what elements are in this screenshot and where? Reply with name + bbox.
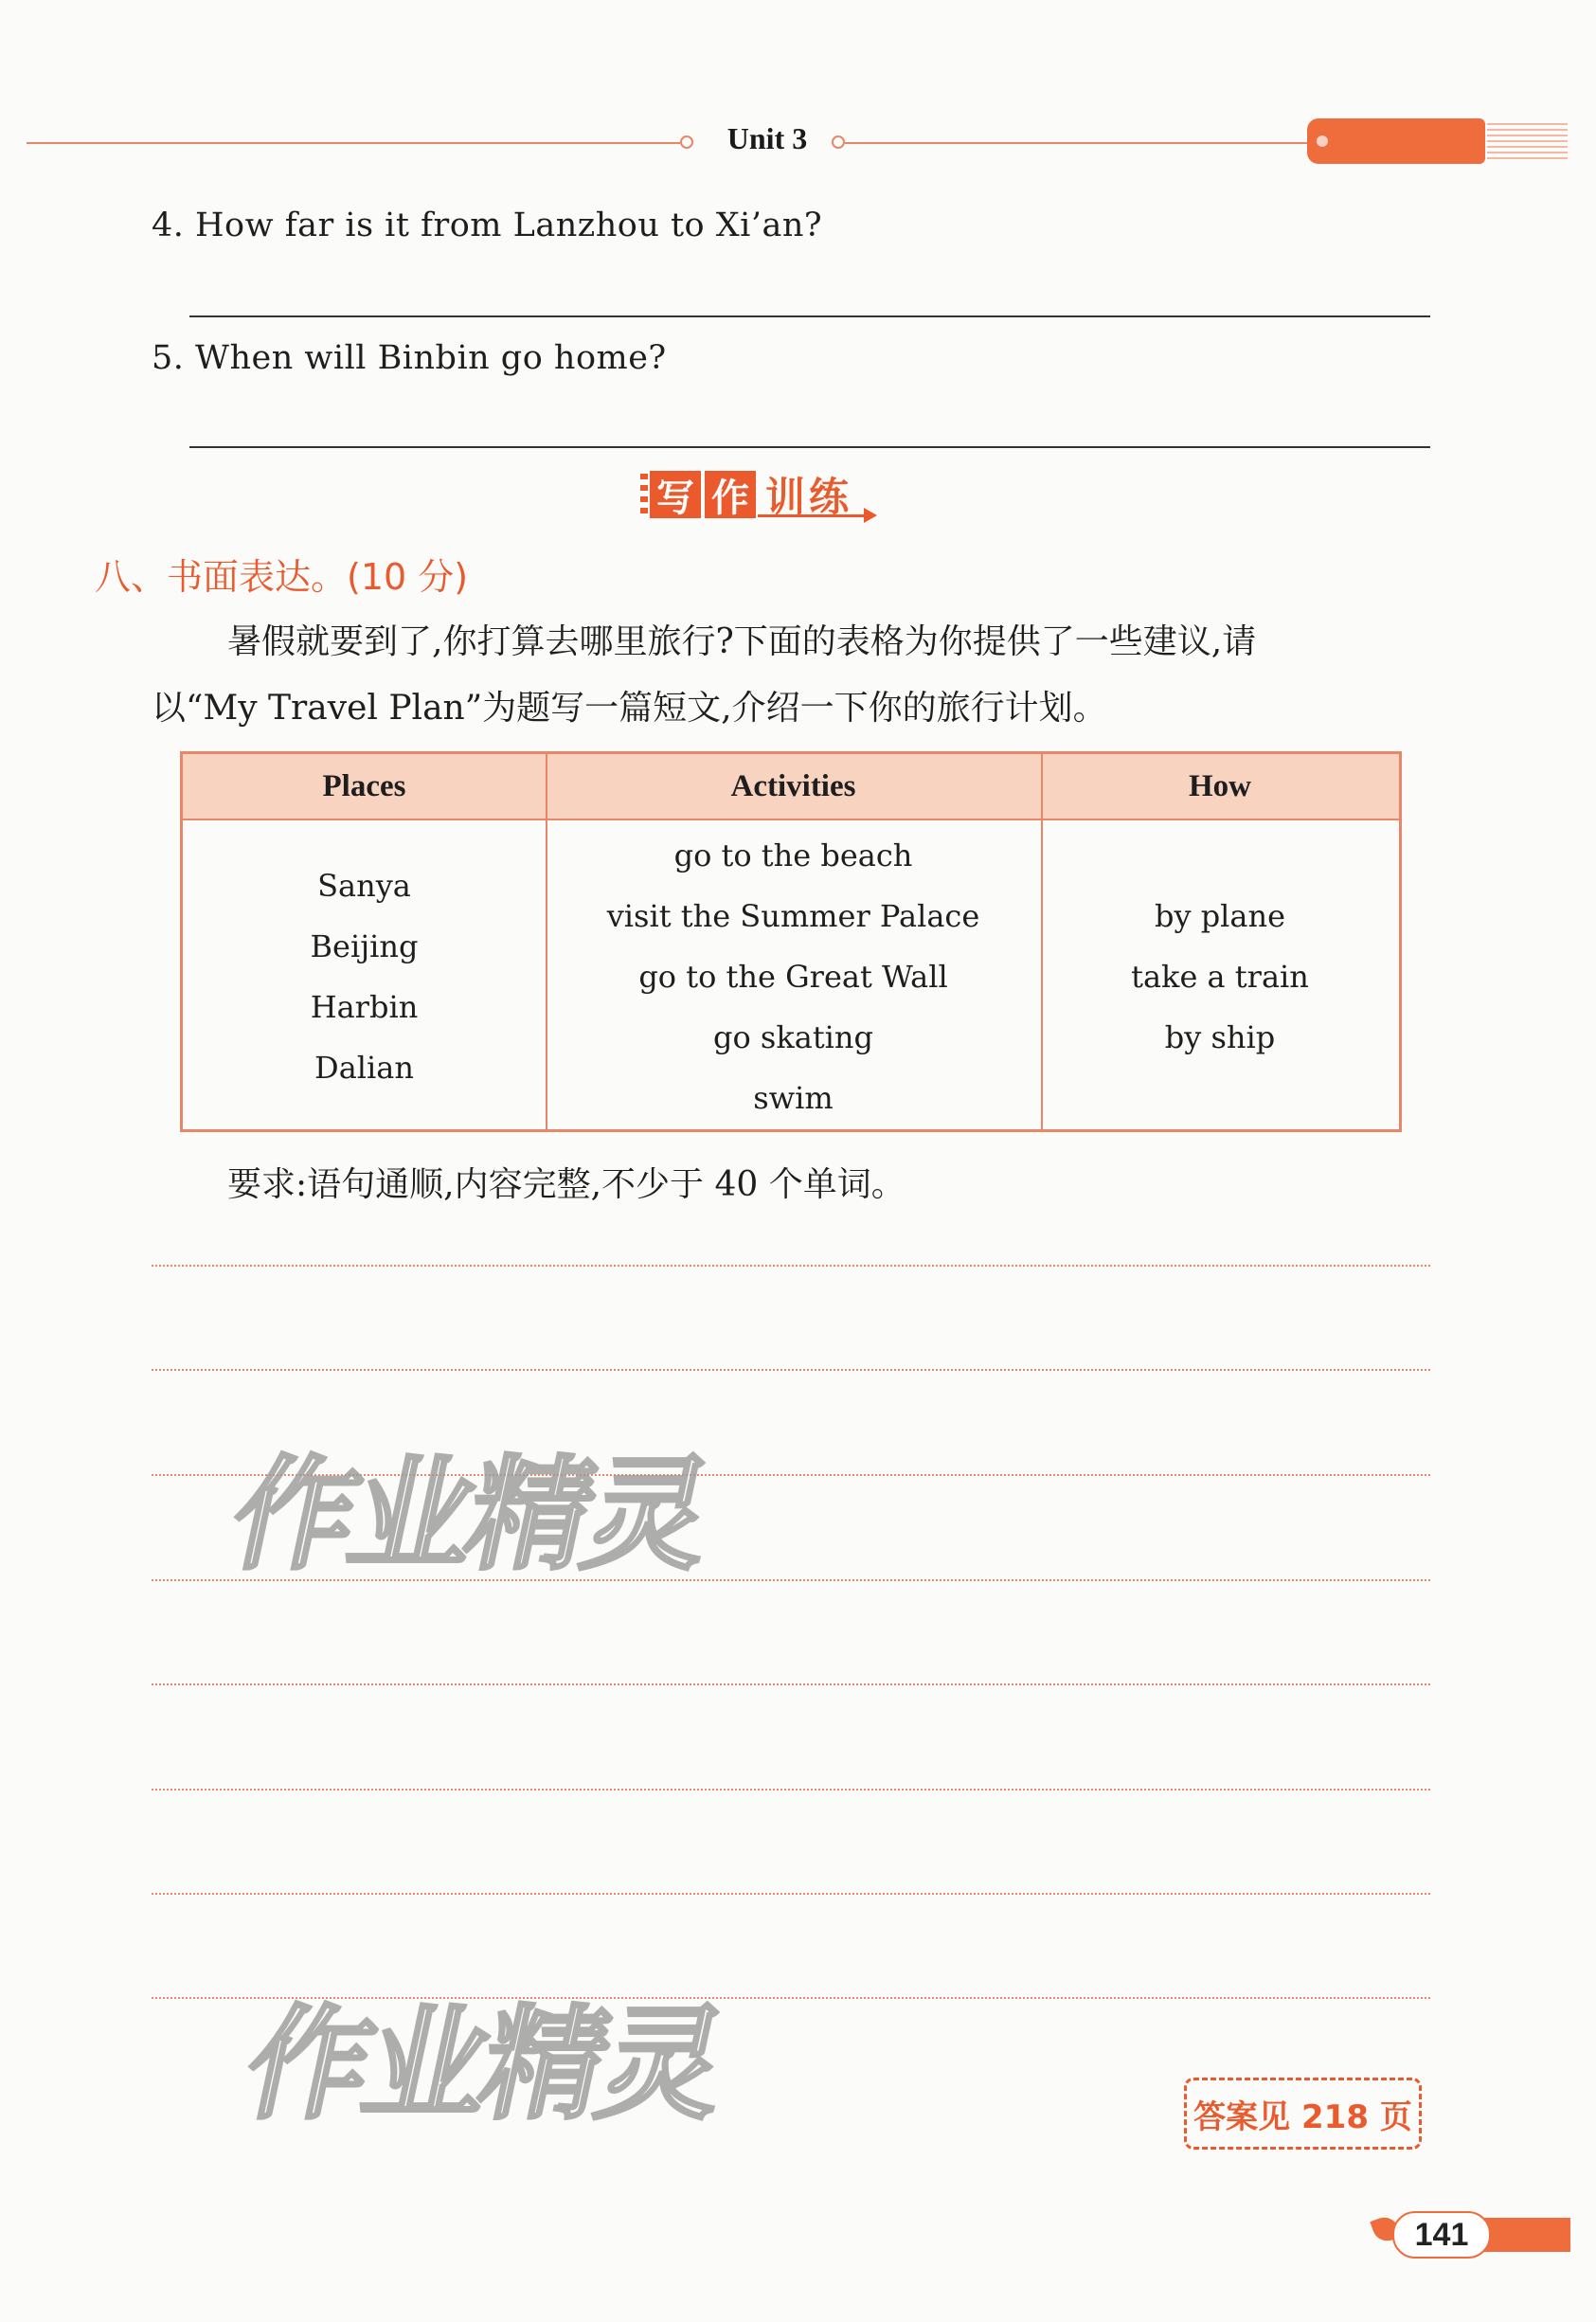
requirement-text: 要求:语句通顺,内容完整,不少于 40 个单词。 (227, 1165, 906, 1204)
suggestion-table (180, 751, 1402, 1132)
header-rule-left (27, 142, 680, 144)
activities-list (546, 825, 1041, 1128)
writing-line[interactable] (152, 1789, 1430, 1791)
header-tab-stripes (1487, 123, 1568, 161)
page-number: 141 (1392, 2211, 1491, 2259)
list-item: take a train (1131, 959, 1309, 995)
list-item: by ship (1164, 1019, 1276, 1055)
watermark: 作业精灵 (219, 1443, 720, 1587)
table-header-activities: Activities (730, 769, 856, 803)
answer-page-note: 答案见 218 页 (1184, 2078, 1422, 2150)
list-item: go skating (713, 1019, 873, 1055)
question-4: 4. How far is it from Lanzhou to Xi’an? (152, 207, 823, 244)
how-list (1041, 886, 1399, 1068)
list-item: Sanya (317, 868, 411, 904)
writing-line[interactable] (152, 1265, 1430, 1267)
banner-char-1: 写 (650, 471, 701, 518)
header-rule-right (845, 142, 1309, 144)
prompt-line-1: 暑假就要到了,你打算去哪里旅行?下面的表格为你提供了一些建议,请 (227, 622, 1257, 661)
table-header-places: Places (322, 769, 406, 803)
writing-line[interactable] (152, 1683, 1430, 1685)
list-item: by plane (1154, 898, 1286, 934)
unit-title: Unit 3 (726, 121, 808, 155)
header-tab (1307, 118, 1485, 164)
watermark: 作业精灵 (233, 1992, 734, 2136)
prompt-line-2: 以“My Travel Plan”为题写一篇短文,介绍一下你的旅行计划。 (152, 689, 1107, 728)
section-title: 八、书面表达。(10 分) (95, 556, 469, 598)
places-list (183, 855, 546, 1098)
list-item: swim (753, 1080, 834, 1116)
header-rule-dot-left (680, 135, 693, 149)
answer-line-5[interactable] (189, 446, 1430, 448)
header-tab-hole (1317, 135, 1328, 147)
banner-decoration (640, 474, 648, 515)
list-item: Beijing (310, 928, 419, 964)
writing-line[interactable] (152, 1893, 1430, 1895)
banner-char-2: 作 (705, 471, 756, 518)
question-5: 5. When will Binbin go home? (152, 339, 667, 377)
list-item: Harbin (310, 989, 419, 1025)
header-rule-dot-right (832, 135, 845, 149)
banner-text: 训练 (765, 474, 853, 520)
table-header-how: How (1189, 769, 1251, 803)
list-item: visit the Summer Palace (606, 898, 980, 934)
answer-line-4[interactable] (189, 315, 1430, 317)
list-item: Dalian (314, 1050, 414, 1086)
banner-arrowhead-icon (864, 508, 877, 523)
banner-arrow-icon (758, 514, 871, 517)
writing-line[interactable] (152, 1369, 1430, 1371)
list-item: go to the beach (673, 837, 913, 873)
list-item: go to the Great Wall (638, 959, 948, 995)
